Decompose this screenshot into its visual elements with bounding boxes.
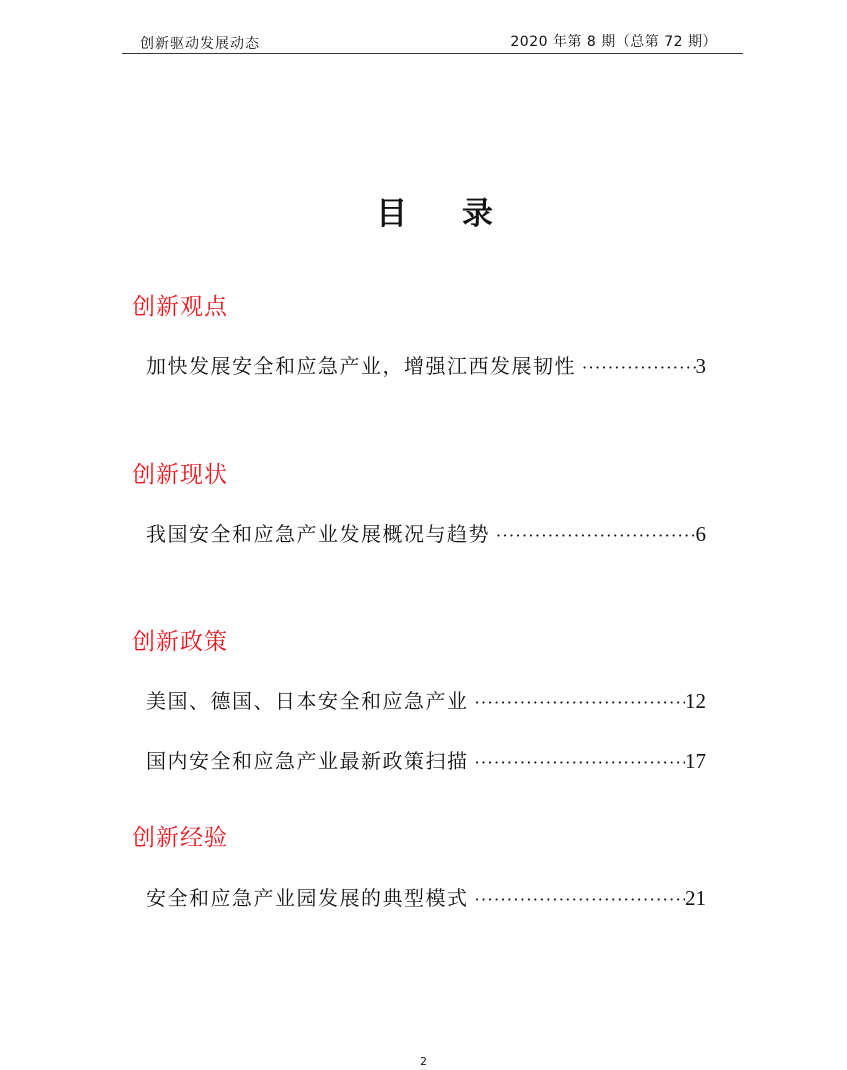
toc-entry-page: 6	[695, 522, 706, 546]
toc-leader-dots	[469, 890, 686, 909]
toc-entry-page: 12	[685, 689, 706, 713]
toc-entry[interactable]	[146, 745, 706, 774]
toc-entry-page: 17	[685, 749, 706, 773]
toc-entry[interactable]	[146, 518, 706, 547]
toc-entry[interactable]	[146, 882, 706, 911]
toc-leader-dots	[490, 526, 696, 545]
section-heading-policy: 创新政策	[132, 629, 228, 655]
toc-entry-title: 加快发展安全和应急产业，增强江西发展韧性	[146, 354, 576, 378]
toc-leader-dots	[469, 693, 686, 712]
footer-page-number: 2	[420, 1055, 427, 1068]
header-publication-name: 创新驱动发展动态	[140, 36, 260, 52]
header-issue-info: 2020 年第 8 期（总第 72 期）	[510, 34, 717, 50]
toc-entry-title: 美国、德国、日本安全和应急产业	[146, 689, 469, 713]
page-title: 目 录	[376, 196, 515, 232]
toc-entry-page: 3	[695, 354, 706, 378]
section-heading-experience: 创新经验	[132, 825, 228, 851]
toc-entry-page: 21	[685, 886, 706, 910]
toc-leader-dots	[576, 358, 696, 377]
header-divider	[122, 53, 743, 54]
toc-entry[interactable]	[146, 350, 706, 379]
toc-entry-title: 国内安全和应急产业最新政策扫描	[146, 749, 469, 773]
toc-entry-title: 我国安全和应急产业发展概况与趋势	[146, 522, 490, 546]
section-heading-viewpoint: 创新观点	[132, 294, 228, 320]
toc-entry[interactable]	[146, 685, 706, 714]
toc-leader-dots	[469, 753, 686, 772]
toc-entry-title: 安全和应急产业园发展的典型模式	[146, 886, 469, 910]
section-heading-status: 创新现状	[132, 462, 228, 488]
